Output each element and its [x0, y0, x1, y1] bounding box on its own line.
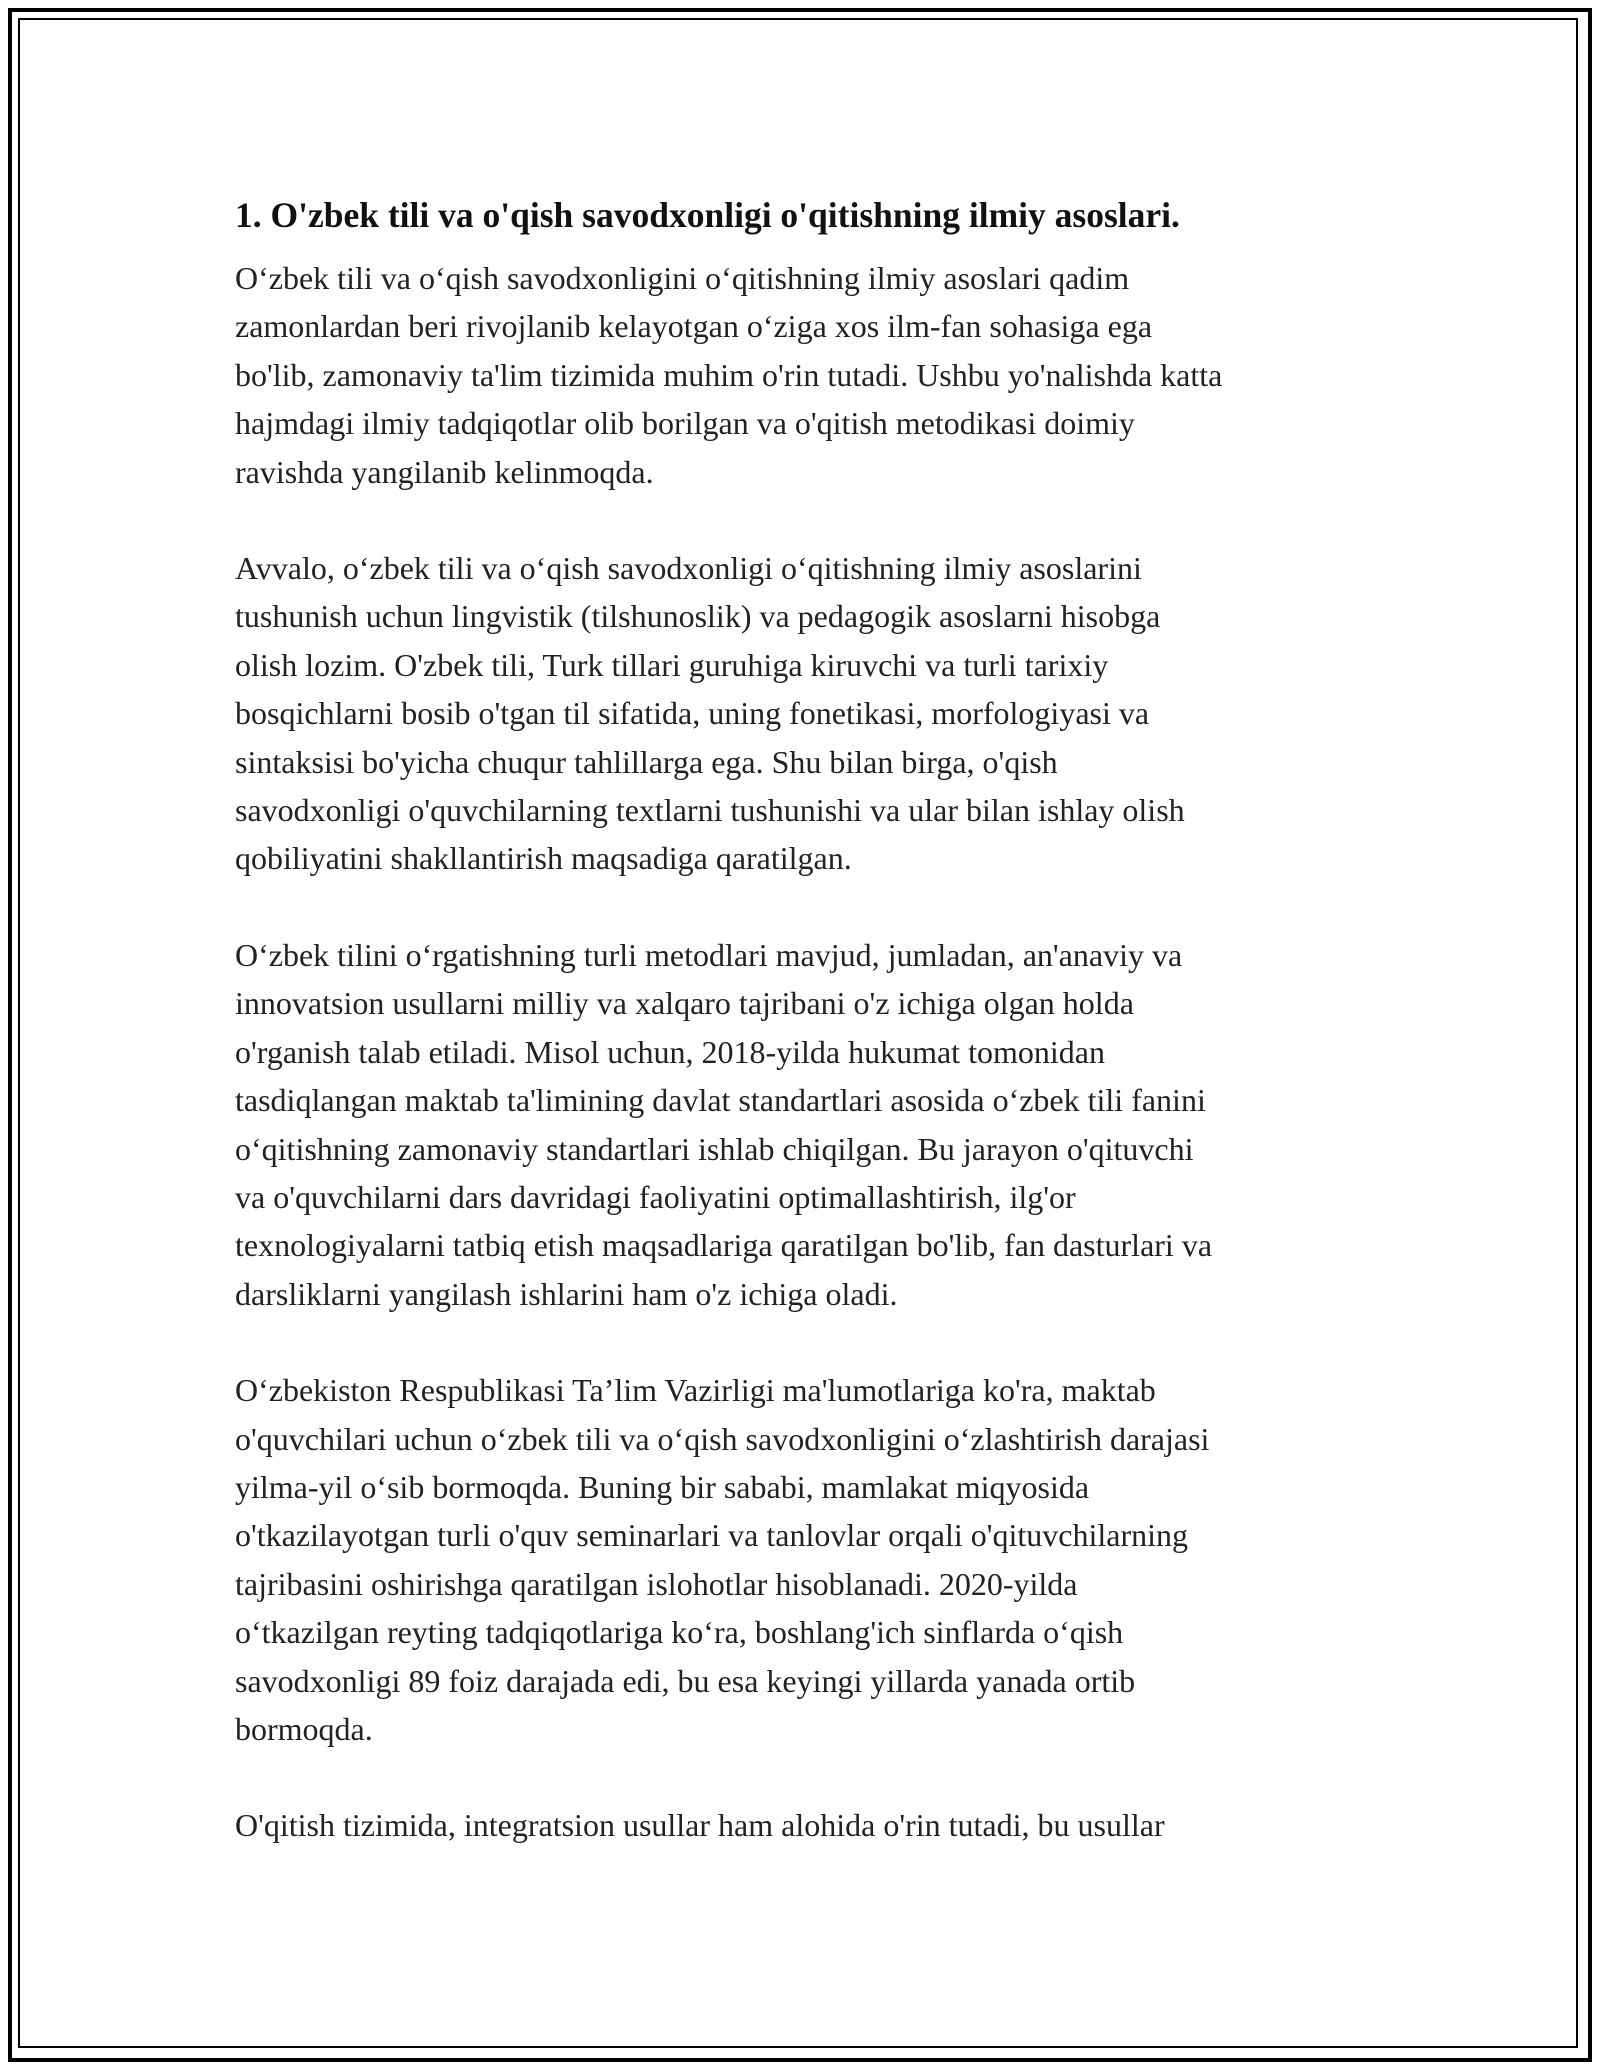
- paragraph-line: o‘qitishning zamonaviy standartlari ishlab chiqilgan. Bu jarayon o'qituvchi: [235, 1130, 1194, 1167]
- section-heading: 1. O'zbek tili va o'qish savodxonligi o'qitishning ilmiy asoslari.: [235, 195, 1180, 235]
- paragraph-line: tasdiqlangan maktab ta'limining davlat standartlari asosida o‘zbek tili fanini: [235, 1082, 1206, 1119]
- paragraph-5: [235, 1801, 1385, 1849]
- paragraph-line: savodxonligi 89 foiz darajada edi, bu esa keyingi yillarda yanada ortib: [235, 1662, 1136, 1699]
- paragraph-line: texnologiyalarni tatbiq etish maqsadlariga qaratilgan bo'lib, fan dasturlari va: [235, 1227, 1213, 1264]
- paragraph-line: O‘zbekiston Respublikasi Ta’lim Vazirligi ma'lumotlariga ko'ra, maktab: [235, 1372, 1156, 1409]
- paragraph-line: hajmdagi ilmiy tadqiqotlar olib borilgan va o'qitish metodikasi doimiy: [235, 405, 1135, 442]
- paragraph-line: olish lozim. O'zbek tili, Turk tillari guruhiga kiruvchi va turli tarixiy: [235, 646, 1109, 683]
- paragraph-line: tushunish uchun lingvistik (tilshunoslik) va pedagogik asoslarni hisobga: [235, 598, 1161, 635]
- paragraph-line: o'rganish talab etiladi. Misol uchun, 2018-yilda hukumat tomonidan: [235, 1033, 1105, 1070]
- paragraph-line: o'tkazilayotgan turli o'quv seminarlari va tanlovlar orqali o'qituvchilarning: [235, 1517, 1189, 1554]
- paragraph-2: [235, 544, 1385, 883]
- paragraph-line: ravishda yangilanib kelinmoqda.: [235, 453, 654, 490]
- paragraph-line: tajribasini oshirishga qaratilgan islohotlar hisoblanadi. 2020-yilda: [235, 1565, 1078, 1602]
- paragraph-line: bormoqda.: [235, 1710, 373, 1747]
- paragraph-line: O'qitish tizimida, integratsion usullar ham alohida o'rin tutadi, bu usullar: [235, 1807, 1165, 1844]
- paragraph-line: savodxonligi o'quvchilarning textlarni tushunishi va ular bilan ishlay olish: [235, 792, 1185, 829]
- paragraph-line: bosqichlarni bosib o'tgan til sifatida, uning fonetikasi, morfologiyasi va: [235, 695, 1150, 732]
- paragraph-line: o'quvchilari uchun o‘zbek tili va o‘qish savodxonligini o‘zlashtirish darajasi: [235, 1420, 1210, 1457]
- document-page: [235, 190, 1385, 1898]
- paragraph-line: sintaksisi bo'yicha chuqur tahlillarga ega. Shu bilan birga, o'qish: [235, 743, 1058, 780]
- paragraph-3: [235, 931, 1385, 1318]
- paragraph-line: darsliklarni yangilash ishlarini ham o'z ichiga oladi.: [235, 1275, 898, 1312]
- paragraph-line: zamonlardan beri rivojlanib kelayotgan o‘ziga xos ilm-fan sohasiga ega: [235, 308, 1153, 345]
- paragraph-line: innovatsion usullarni milliy va xalqaro tajribani o'z ichiga olgan holda: [235, 985, 1134, 1022]
- paragraph-line: O‘zbek tili va o‘qish savodxonligini o‘qitishning ilmiy asoslari qadim: [235, 260, 1130, 296]
- paragraph-line: Avvalo, o‘zbek tili va o‘qish savodxonligi o‘qitishning ilmiy asoslarini: [235, 550, 1142, 587]
- paragraph-line: o‘tkazilgan reyting tadqiqotlariga ko‘ra, boshlang'ich sinflarda o‘qish: [235, 1614, 1124, 1651]
- paragraph-4: [235, 1366, 1385, 1753]
- paragraph-line: va o'quvchilarni dars davridagi faoliyatini optimallashtirish, ilg'or: [235, 1178, 1076, 1215]
- paragraph-line: bo'lib, zamonaviy ta'lim tizimida muhim o'rin tutadi. Ushbu yo'nalishda katta: [235, 356, 1223, 393]
- paragraph-line: yilma-yil o‘sib bormoqda. Buning bir sababi, mamlakat miqyosida: [235, 1468, 1090, 1505]
- paragraph-1: [235, 254, 1385, 496]
- paragraph-line: qobiliyatini shakllantirish maqsadiga qaratilgan.: [235, 840, 852, 877]
- paragraph-line: O‘zbek tilini o‘rgatishning turli metodlari mavjud, jumladan, an'anaviy va: [235, 936, 1183, 973]
